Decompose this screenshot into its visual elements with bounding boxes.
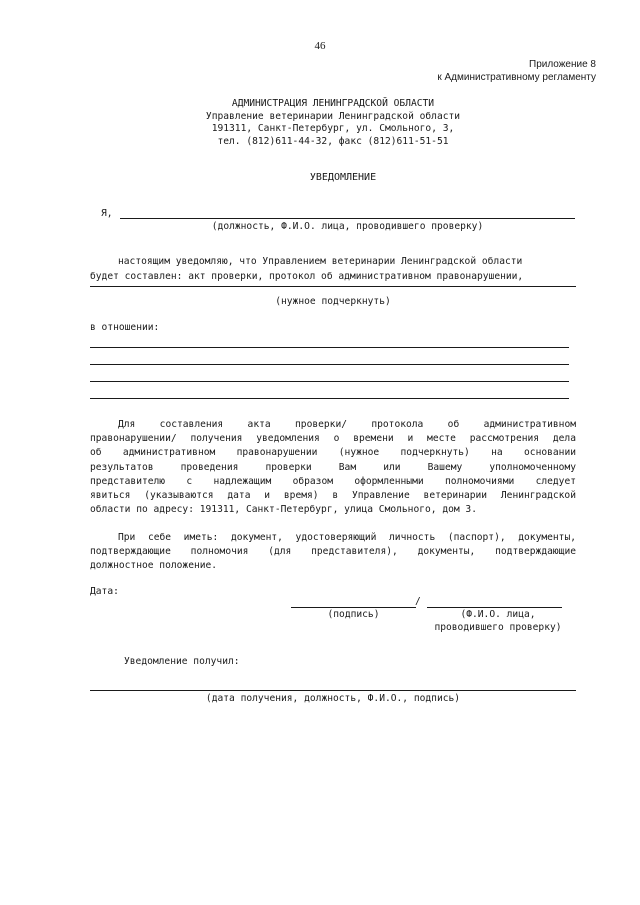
para2-line: подтверждающие полномочия (для представителя), документы, подтверждающие (90, 546, 576, 558)
regarding-line-2 (90, 364, 569, 365)
notify-line-1: настоящим уведомляю, что Управлением ветеринарии Ленинградской области (118, 256, 523, 267)
regarding-line-1 (90, 347, 569, 348)
received-label: Уведомление получил: (124, 656, 240, 667)
regarding-label: в отношении: (90, 322, 160, 333)
received-line (90, 690, 576, 691)
ya-label: Я, (101, 208, 113, 219)
para1-line: правонарушении/ получения уведомления о времени и месте рассмотрения дела (90, 433, 576, 445)
signer-name-line (427, 607, 562, 608)
annex-line-1: Приложение 8 (529, 59, 596, 70)
annex-line-2: к Административному регламенту (437, 72, 596, 83)
org-phone: тел. (812)611-44-32, факс (812)611-51-51 (217, 135, 449, 147)
notify-line-2: будет составлен: акт проверки, протокол об административном правонарушении, (90, 271, 524, 282)
paragraph-appear (90, 418, 576, 517)
document-title: УВЕДОМЛЕНИЕ (309, 172, 377, 183)
org-department: Управление ветеринарии Ленинградской области (205, 110, 461, 122)
notify-underline (90, 286, 576, 287)
annex-block (437, 58, 596, 84)
org-address: 191311, Санкт-Петербург, ул. Смольного, 3, (211, 123, 455, 134)
notify-caption: (нужное подчеркнуть) (275, 296, 391, 307)
signature-line (291, 607, 416, 608)
signer-caption (420, 609, 576, 634)
para1-line: Для составления акта проверки/ протокола об административном (118, 419, 576, 430)
org-header (0, 98, 640, 148)
signature-slash: / (415, 596, 421, 607)
ya-caption: (должность, Ф.И.О. лица, проводившего проверку) (211, 221, 484, 232)
org-name: АДМИНИСТРАЦИЯ ЛЕНИНГРАДСКОЙ ОБЛАСТИ (231, 98, 435, 109)
para1-line: результатов проведения проверки Вам или Вашему уполномоченному (90, 461, 576, 473)
para2-line: должностное положение. (90, 560, 218, 572)
received-caption: (дата получения, должность, Ф.И.О., подпись) (205, 693, 461, 704)
paragraph-bring (90, 531, 576, 574)
ya-field-line (120, 218, 575, 219)
regarding-line-3 (90, 381, 569, 382)
date-label: Дата: (90, 586, 119, 597)
para1-line: области по адресу: 191311, Санкт-Петербург, улица Смольного, дом 3. (90, 504, 477, 516)
page-number: 46 (314, 40, 326, 52)
signer-caption-line-1: (Ф.И.О. лица, (460, 609, 536, 620)
signature-caption: (подпись) (327, 609, 380, 620)
regarding-line-4 (90, 398, 569, 399)
para1-line: об административном правонарушении (нужное подчеркнуть) на основании (90, 447, 576, 459)
para2-line: При себе иметь: документ, удостоверяющий личность (паспорт), документы, (118, 532, 576, 543)
para1-line: явиться (указываются дата и время) в Управление ветеринарии Ленинградской (90, 490, 576, 502)
signer-caption-line-2: проводившего проверку) (434, 621, 562, 633)
para1-line: представителю с надлежащим образом оформленными полномочиями следует (90, 475, 576, 487)
